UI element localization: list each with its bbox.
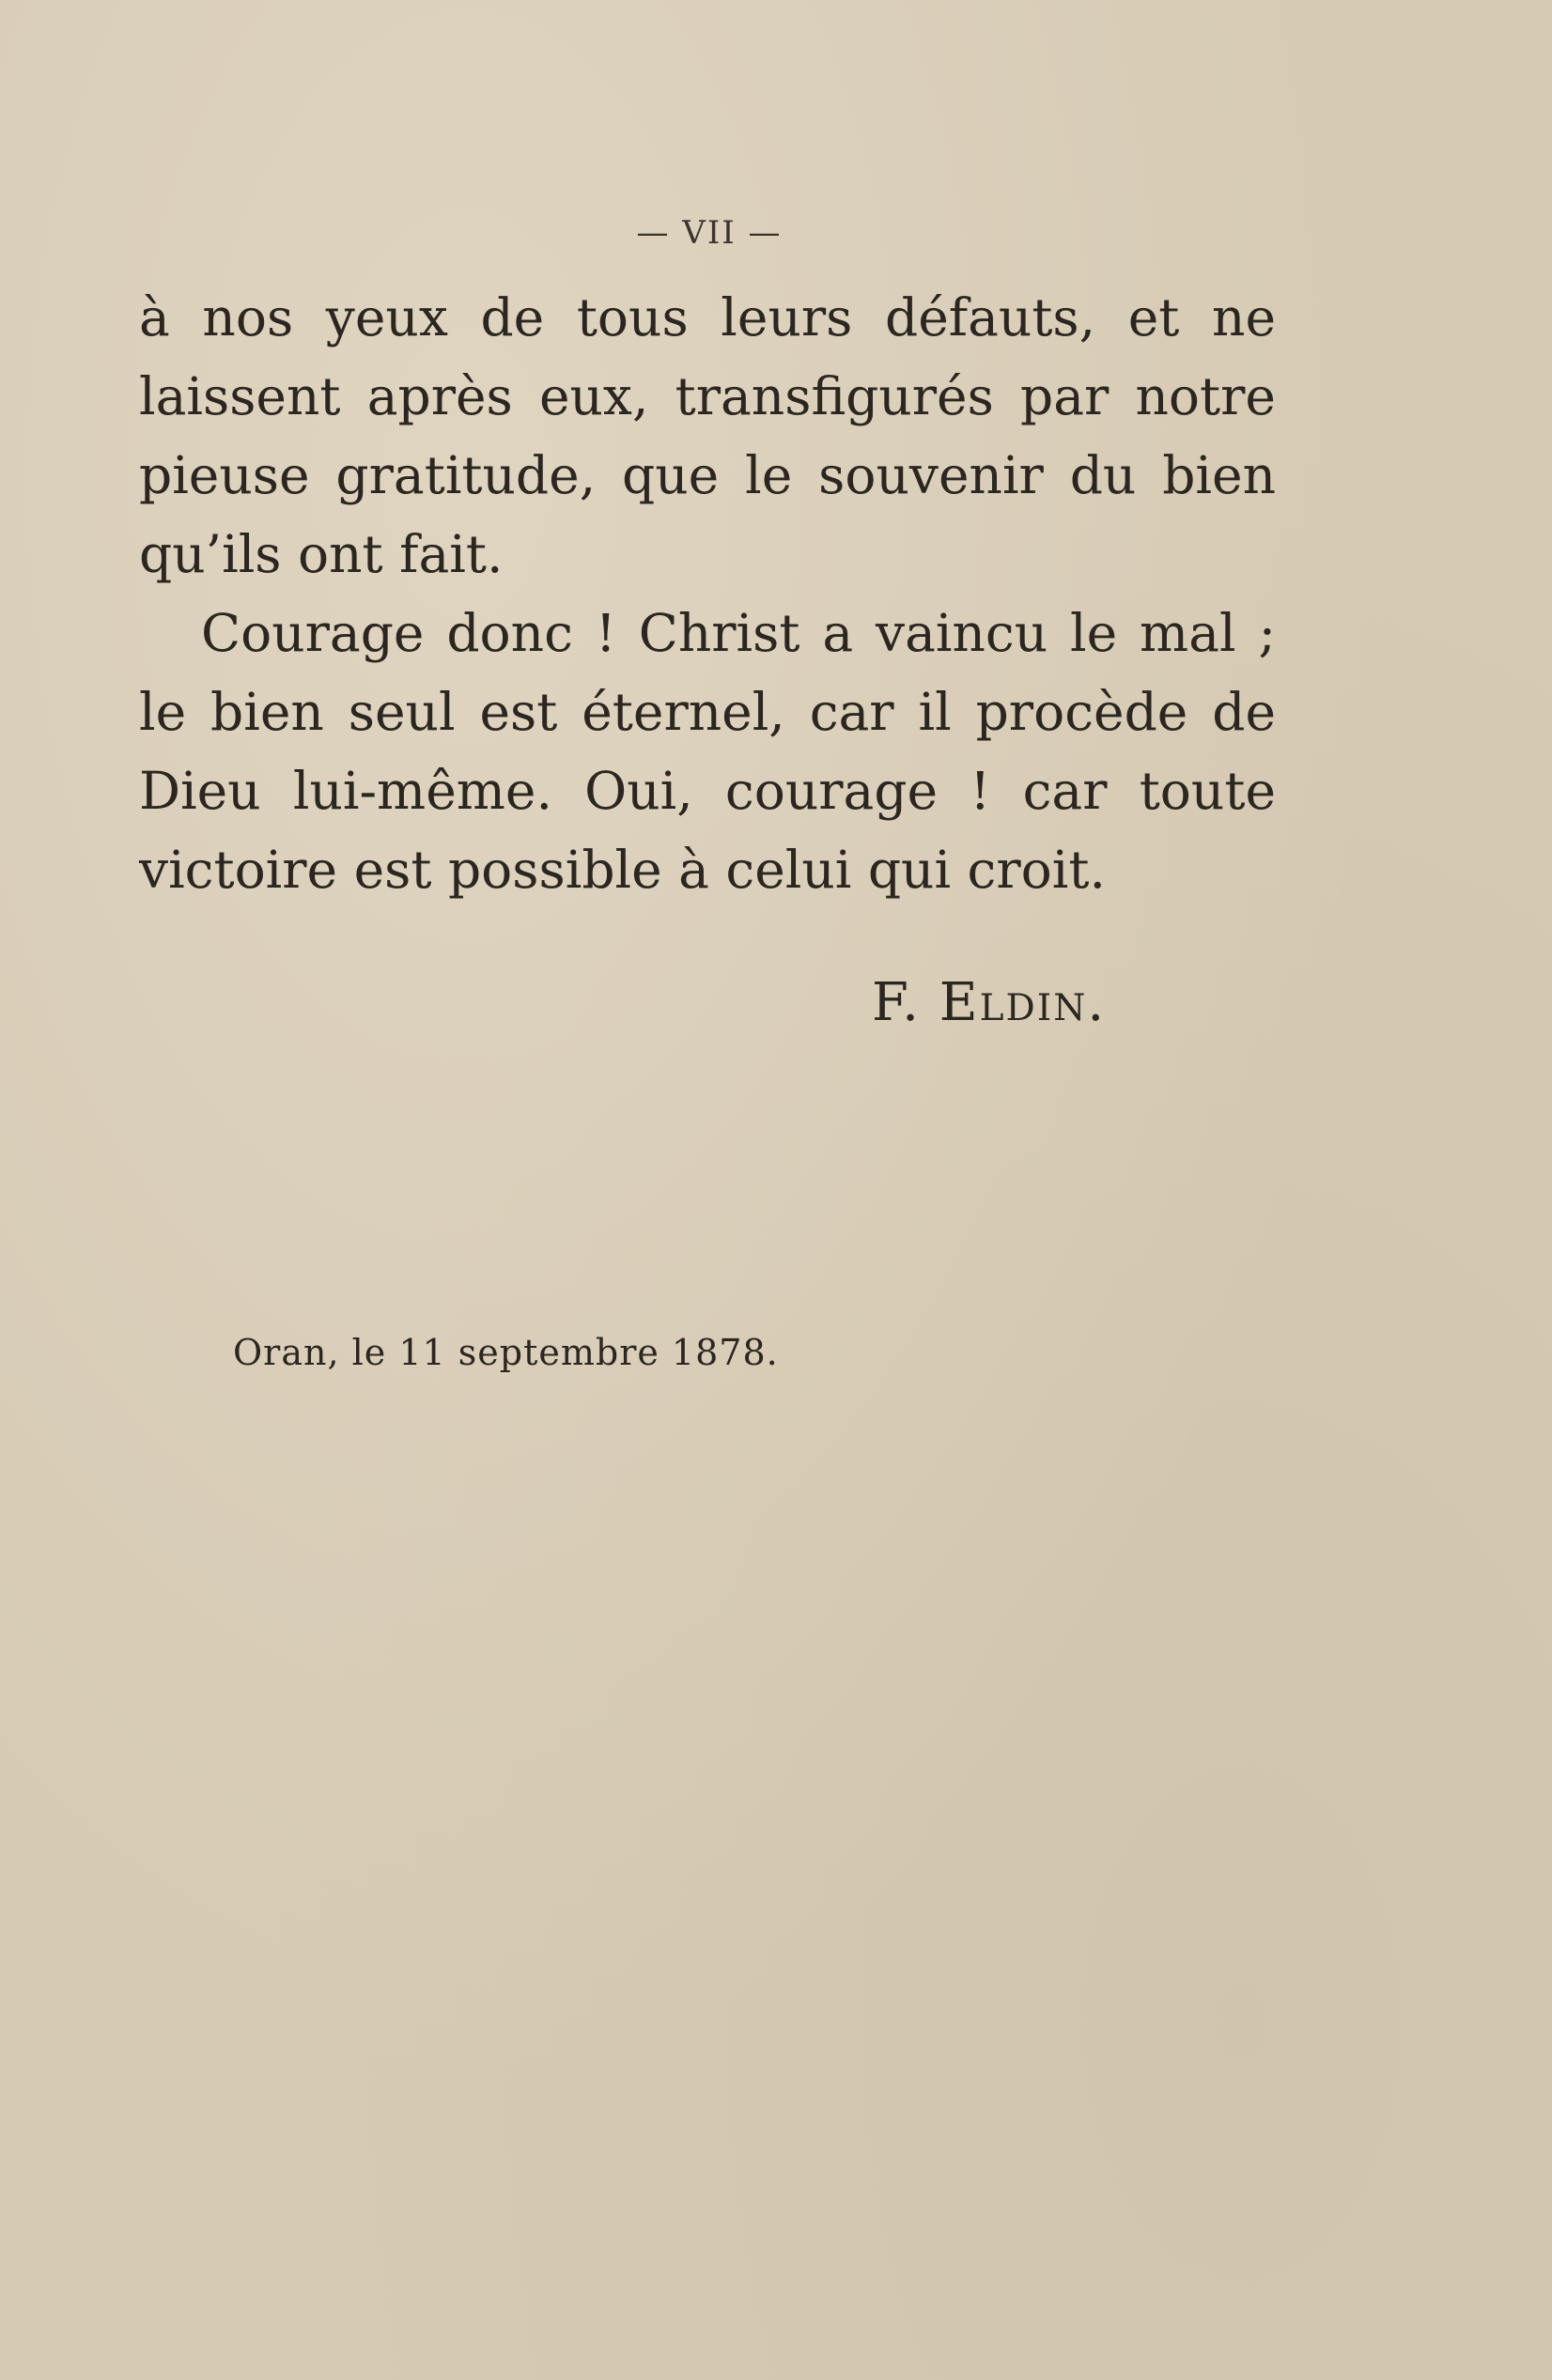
signature-name: Eldin. [939, 972, 1107, 1033]
dateline: Oran, le 11 septembre 1878. [233, 1332, 779, 1373]
signature-initial: F. [872, 972, 921, 1033]
paragraph-2: Courage donc ! Christ a vaincu le mal ; le bien seul est éternel, car il procède de Dieu lui-même. Oui, courage ! car toute victoire est possible à celui qui croit. [139, 603, 1276, 900]
body-text [139, 278, 1276, 909]
page-number: — VII — [636, 214, 783, 252]
paragraph-1: à nos yeux de tous leurs défauts, et ne laissent après eux, transfigurés par notre pieuse gratitude, que le souvenir du bien qu’ils ont fait. [139, 287, 1276, 584]
signature [872, 972, 1106, 1033]
